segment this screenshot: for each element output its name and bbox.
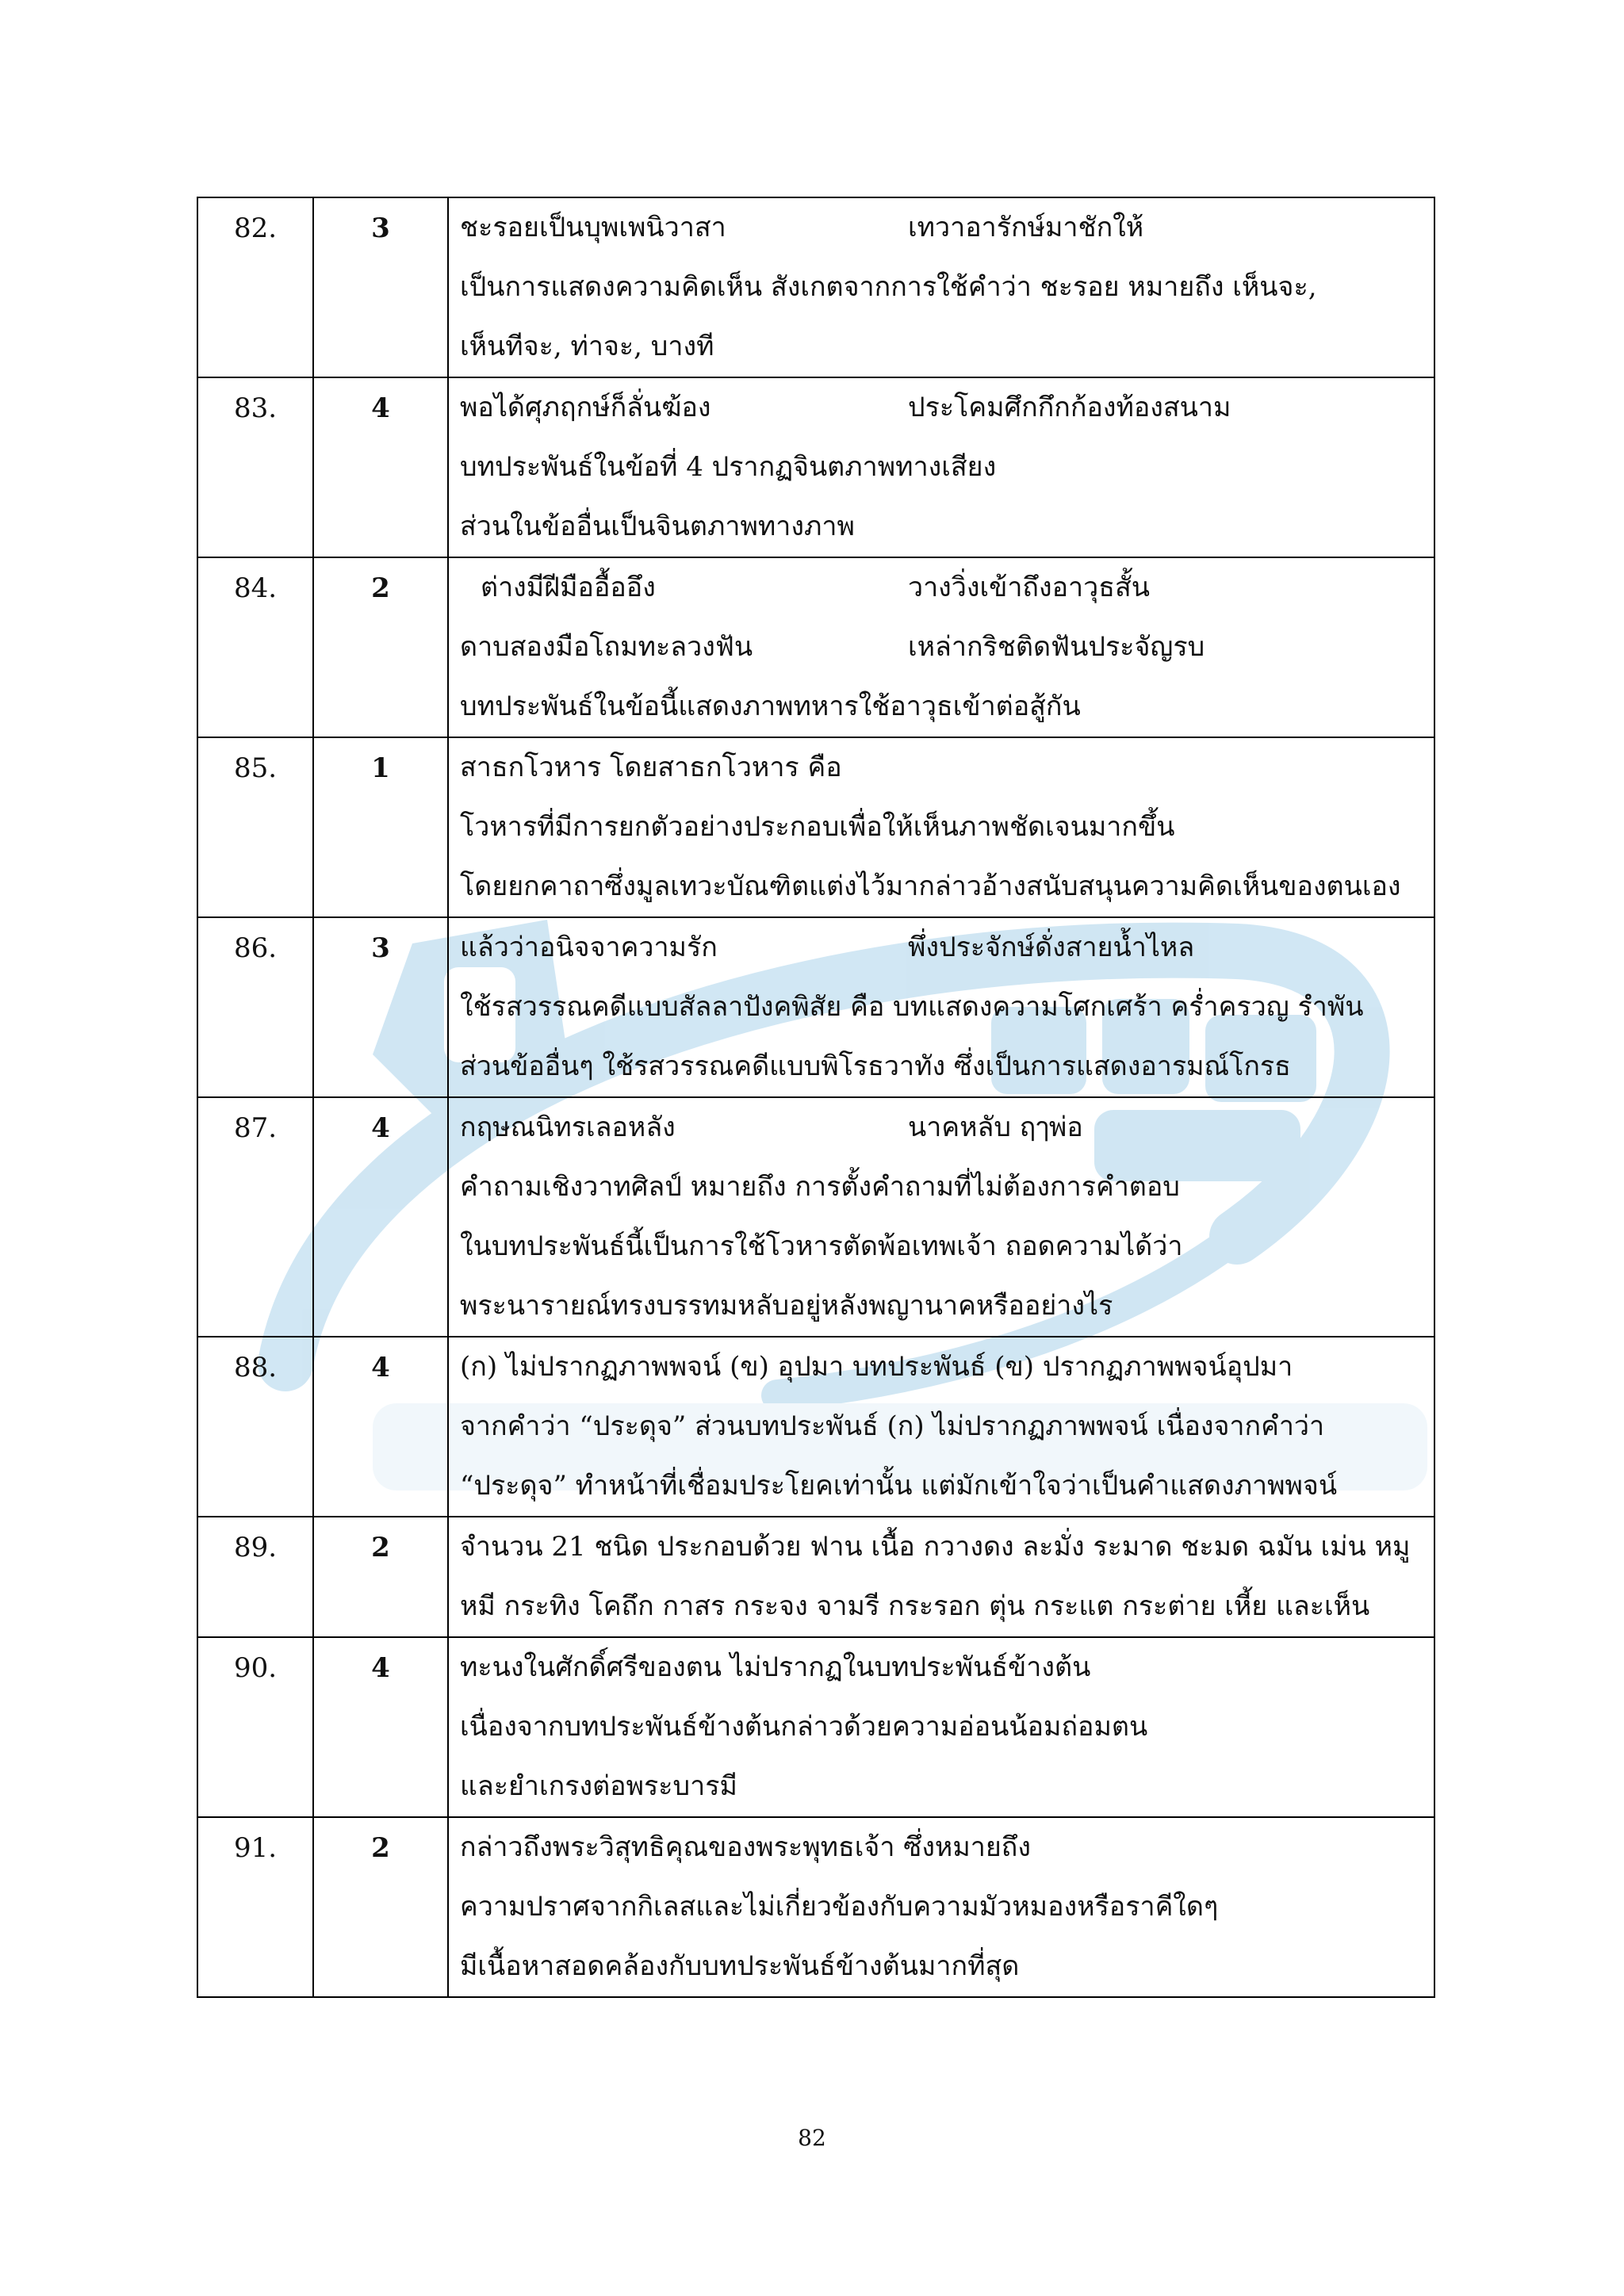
verse-line (460, 198, 1427, 258)
explanation-cell (448, 917, 1434, 1097)
answer-choice: 3 (371, 932, 390, 964)
question-number: 82. (233, 212, 278, 244)
explanation-line: กล่าวถึงพระวิสุทธิคุณของพระพุทธเจ้า ซึ่งหมายถึง (460, 1831, 1031, 1863)
question-number: 84. (233, 572, 278, 604)
answer-key-table (197, 197, 1435, 1998)
verse-left: พอได้ศุภฤกษ์ก็ลั่นฆ้อง (460, 392, 711, 423)
answer-cell (313, 197, 448, 377)
explanation-line: หมี กระทิง โคถึก กาสร กระจง จามรี กระรอก ตุ่น กระแต กระต่าย เหี้ย และเห็น (460, 1590, 1370, 1622)
question-number-cell (197, 557, 313, 737)
explanation-cell (448, 197, 1434, 377)
explanation-line: ใช้รสวรรณคดีแบบสัลลาปังคพิสัย คือ บทแสดงความโศกเศร้า คร่ำครวญ รำพัน (460, 991, 1364, 1023)
answer-choice: 2 (371, 1532, 390, 1563)
table-row (197, 1637, 1434, 1817)
answer-choice: 4 (371, 1352, 390, 1383)
verse-line (460, 618, 1427, 677)
explanation-line: โดยยกคาถาซึ่งมูลเทวะบัณฑิตแต่งไว้มากล่าวอ้างสนับสนุนความคิดเห็นของตนเอง (460, 871, 1401, 902)
answer-cell (313, 737, 448, 917)
explanation-line: บทประพันธ์ในข้อที่ 4 ปรากฏจินตภาพทางเสียง (460, 451, 997, 483)
question-number-cell (197, 1097, 313, 1337)
answer-key-body (197, 197, 1434, 1997)
answer-choice: 4 (371, 1112, 390, 1144)
question-number-cell (197, 737, 313, 917)
table-row (197, 1337, 1434, 1517)
explanation-cell (448, 1097, 1434, 1337)
explanation-cell (448, 1817, 1434, 1997)
answer-cell (313, 557, 448, 737)
explanation-line: และยำเกรงต่อพระบารมี (460, 1770, 737, 1802)
answer-choice: 4 (371, 392, 390, 424)
explanation-cell (448, 377, 1434, 557)
page-number: 82 (798, 2125, 826, 2151)
question-number: 89. (233, 1532, 278, 1563)
verse-right: วางวิ่งเข้าถึงอาวุธสั้น (908, 572, 1150, 603)
table-row (197, 917, 1434, 1097)
answer-cell (313, 1097, 448, 1337)
question-number-cell (197, 1337, 313, 1517)
table-row (197, 1097, 1434, 1337)
table-row (197, 1517, 1434, 1637)
verse-line (460, 918, 1427, 978)
verse-left: ต่างมีฝีมืออื้ออึง (481, 572, 656, 603)
answer-cell (313, 1637, 448, 1817)
explanation-cell (448, 1337, 1434, 1517)
verse-left: แล้วว่าอนิจจาความรัก (460, 932, 718, 963)
verse-line (460, 378, 1427, 438)
table-row (197, 1817, 1434, 1997)
explanation-line: ในบทประพันธ์นี้เป็นการใช้โวหารตัดพ้อเทพเจ้า ถอดความได้ว่า (460, 1230, 1183, 1262)
answer-cell (313, 917, 448, 1097)
answer-choice: 3 (371, 212, 390, 244)
explanation-line: ทะนงในศักดิ์ศรีของตน ไม่ปรากฏในบทประพันธ์ข้างต้น (460, 1651, 1091, 1683)
answer-choice: 1 (371, 752, 390, 784)
explanation-line: เห็นทีจะ, ท่าจะ, บางที (460, 331, 714, 362)
explanation-line: สาธกโวหาร โดยสาธกโวหาร คือ (460, 752, 842, 783)
question-number-cell (197, 917, 313, 1097)
answer-choice: 2 (371, 1832, 390, 1864)
explanation-line: เนื่องจากบทประพันธ์ข้างต้นกล่าวด้วยความอ่อนน้อมถ่อมตน (460, 1711, 1148, 1743)
verse-right: นาคหลับ ฤๅพ่อ (908, 1112, 1083, 1143)
verse-line (460, 1098, 1427, 1158)
question-number: 85. (233, 752, 278, 784)
explanation-line: ส่วนในข้ออื่นเป็นจินตภาพทางภาพ (460, 511, 855, 542)
answer-cell (313, 1517, 448, 1637)
explanation-line: เป็นการแสดงความคิดเห็น สังเกตจากการใช้คำว่า ชะรอย หมายถึง เห็นจะ, (460, 271, 1317, 303)
verse-left: กฤษณนิทรเลอหลัง (460, 1112, 676, 1143)
explanation-line: บทประพันธ์ในข้อนี้แสดงภาพทหารใช้อาวุธเข้าต่อสู้กัน (460, 691, 1081, 722)
question-number: 90. (233, 1652, 278, 1684)
explanation-cell (448, 1517, 1434, 1637)
table-row (197, 557, 1434, 737)
table-row (197, 737, 1434, 917)
verse-right: พึ่งประจักษ์ดั่งสายน้ำไหล (908, 932, 1195, 963)
explanation-cell (448, 557, 1434, 737)
explanation-line: (ก) ไม่ปรากฏภาพพจน์ (ข) อุปมา บทประพันธ์ (ข) ปรากฏภาพพจน์อุปมา (460, 1351, 1293, 1383)
explanation-cell (448, 1637, 1434, 1817)
question-number-cell (197, 377, 313, 557)
question-number-cell (197, 1817, 313, 1997)
explanation-line: คำถามเชิงวาทศิลป์ หมายถึง การตั้งคำถามที่ไม่ต้องการคำตอบ (460, 1171, 1180, 1203)
verse-right: ประโคมศึกกึกก้องท้องสนาม (908, 392, 1231, 423)
explanation-line: โวหารที่มีการยกตัวอย่างประกอบเพื่อให้เห็นภาพชัดเจนมากขึ้น (460, 811, 1175, 843)
question-number: 83. (233, 392, 278, 424)
verse-right: เทวาอารักษ์มาชักให้ (908, 212, 1144, 243)
explanation-line: ความปราศจากกิเลสและไม่เกี่ยวข้องกับความมัวหมองหรือราคีใดๆ (460, 1891, 1219, 1923)
verse-right: เหล่ากริชติดฟันประจัญรบ (908, 631, 1205, 663)
table-row (197, 197, 1434, 377)
answer-cell (313, 377, 448, 557)
explanation-line: มีเนื้อหาสอดคล้องกับบทประพันธ์ข้างต้นมากที่สุด (460, 1950, 1020, 1982)
question-number-cell (197, 197, 313, 377)
table-row (197, 377, 1434, 557)
explanation-line: ส่วนข้ออื่นๆ ใช้รสวรรณคดีแบบพิโรธวาทัง ซึ่งเป็นการแสดงอารมณ์โกรธ (460, 1050, 1291, 1082)
verse-left: ดาบสองมือโถมทะลวงฟัน (460, 631, 753, 663)
verse-left: ชะรอยเป็นบุพเพนิวาสา (460, 212, 726, 243)
explanation-cell (448, 737, 1434, 917)
question-number: 88. (233, 1352, 278, 1383)
answer-cell (313, 1337, 448, 1517)
question-number: 86. (233, 932, 278, 964)
explanation-line: พระนารายณ์ทรงบรรทมหลับอยู่หลังพญานาคหรืออย่างไร (460, 1290, 1113, 1322)
answer-cell (313, 1817, 448, 1997)
answer-choice: 4 (371, 1652, 390, 1684)
explanation-line: จำนวน 21 ชนิด ประกอบด้วย ฟาน เนื้อ กวางดง ละมั่ง ระมาด ชะมด ฉมัน เม่น หมู (460, 1531, 1411, 1563)
question-number: 87. (233, 1112, 278, 1144)
verse-line (460, 558, 1427, 618)
question-number-cell (197, 1637, 313, 1817)
question-number-cell (197, 1517, 313, 1637)
explanation-line: “ประดุจ” ทำหน้าที่เชื่อมประโยคเท่านั้น แต่มักเข้าใจว่าเป็นคำแสดงภาพพจน์ (460, 1470, 1338, 1502)
explanation-line: จากคำว่า “ประดุจ” ส่วนบทประพันธ์ (ก) ไม่ปรากฏภาพพจน์ เนื่องจากคำว่า (460, 1410, 1325, 1442)
answer-choice: 2 (371, 572, 390, 604)
question-number: 91. (233, 1832, 278, 1864)
